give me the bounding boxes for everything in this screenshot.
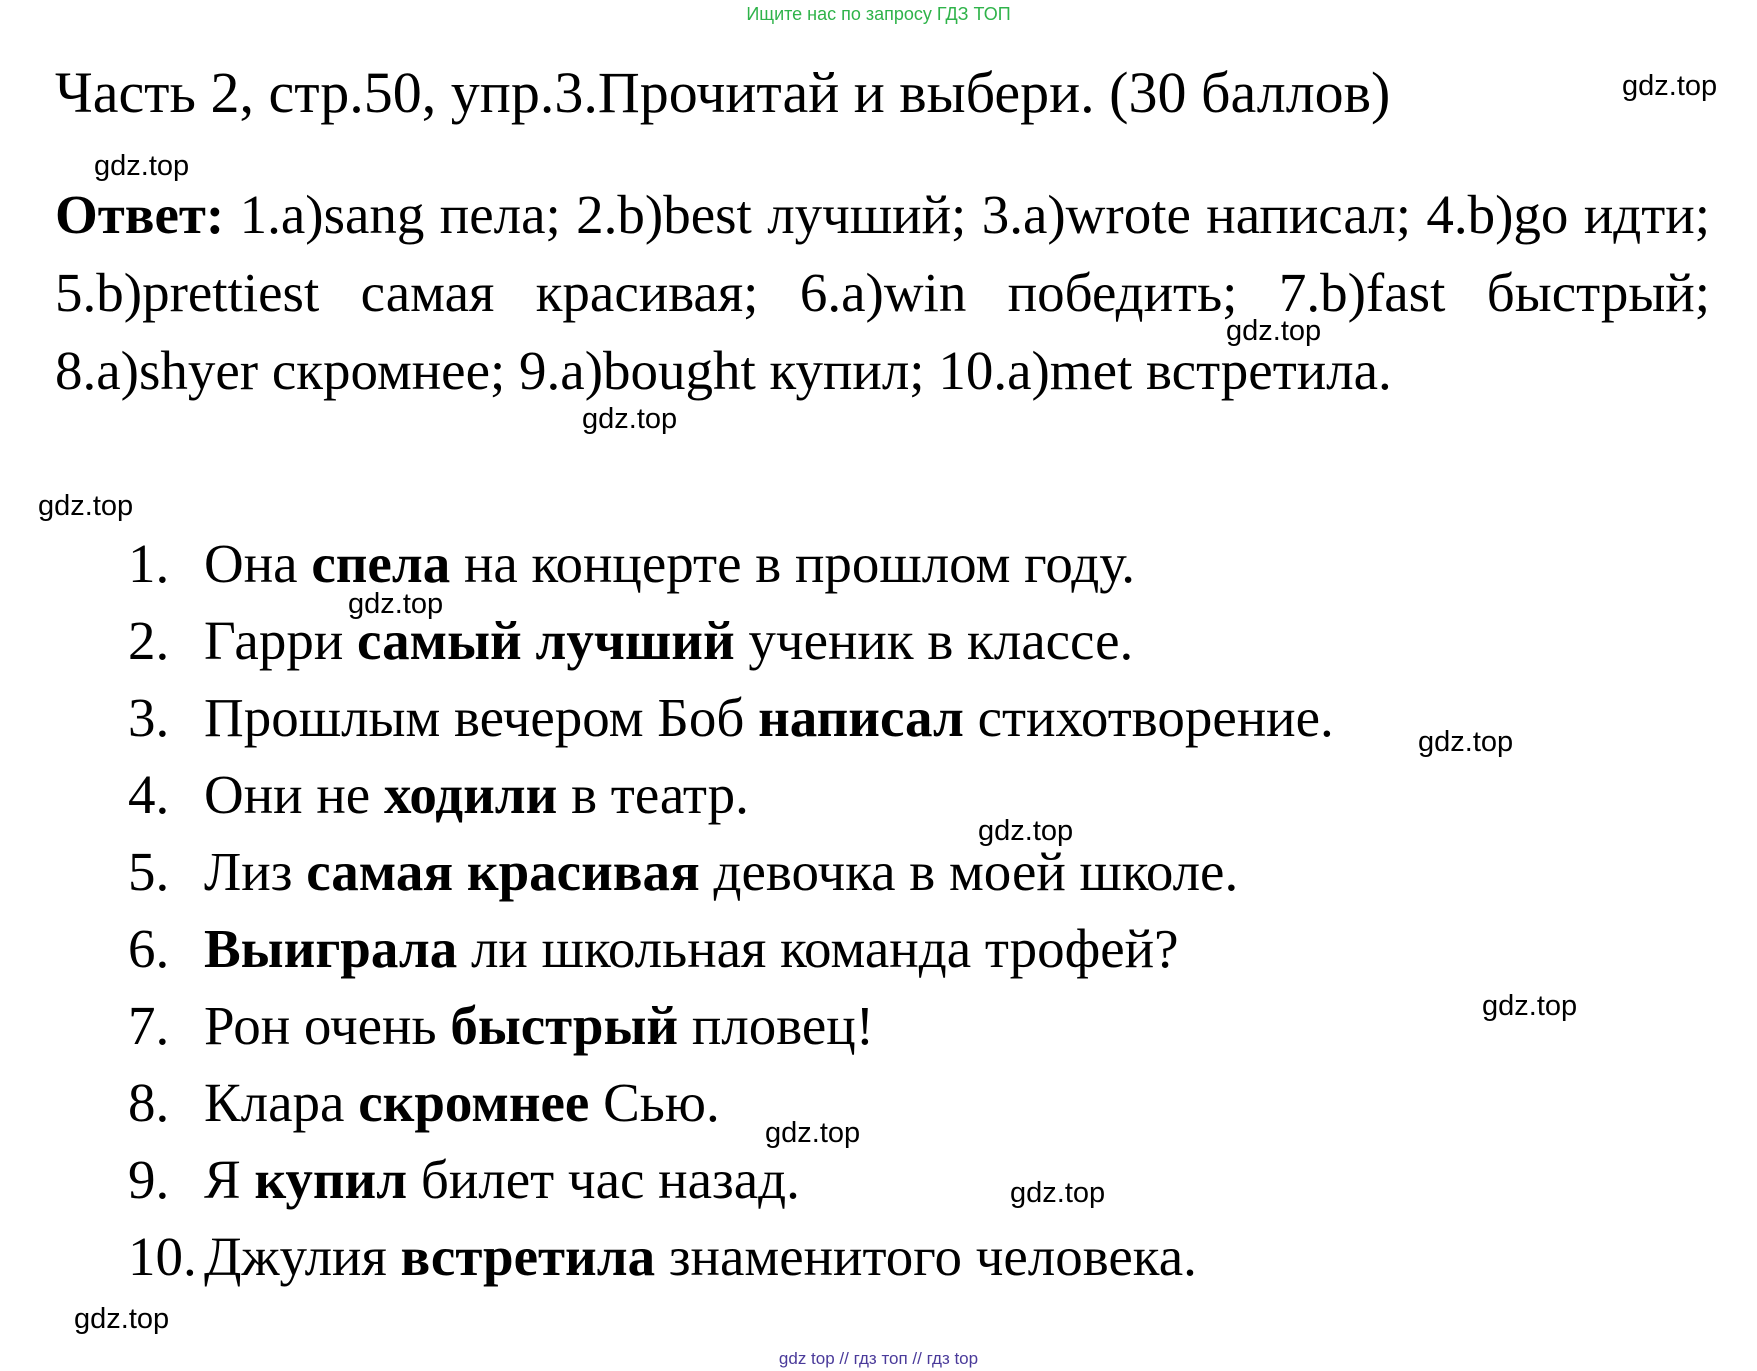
sentence-item [128,910,1334,987]
top-banner[interactable]: Ищите нас по запросу ГДЗ ТОП [746,4,1011,24]
sentence-text-after: в театр. [557,764,749,825]
answer-label: Ответ: [55,184,225,245]
answer-text: 1.a)sang пела; 2.b)best лучший; 3.a)wrote написал; 4.b)go идти; 5.b)prettiest самая красивая; 6.a)win победить; 7.b)fast быстрый; 8.a)shyer скромнее; 9.a)bought купил; 10.a)met встретила. [55,184,1710,401]
sentence-text-after: на концерте в прошлом году. [450,533,1136,594]
sentence-bold-answer: ходили [383,764,558,825]
sentence-text-after: ли школьная команда трофей? [457,918,1179,979]
sentence-text-before: Они не [204,764,384,825]
sentence-number: 1. [128,533,170,594]
sentence-text-before: Лиз [204,841,307,902]
sentence-number: 3. [128,687,170,748]
sentence-text-before: Клара [204,1072,359,1133]
watermark: gdz.top [1010,1177,1106,1209]
watermark: gdz.top [582,403,678,435]
sentence-list [128,525,1334,1295]
sentence-item [128,525,1334,602]
sentence-bold-answer: спела [311,533,451,594]
sentence-number: 6. [128,918,170,979]
sentence-text-after: билет час назад. [407,1149,800,1210]
sentence-item [128,987,1334,1064]
sentence-item [128,602,1334,679]
sentence-bold-answer: купил [254,1149,408,1210]
sentence-item [128,1064,1334,1141]
sentence-text-after: знаменитого человека. [655,1226,1197,1287]
answer-paragraph [55,176,1710,410]
watermark: gdz.top [765,1117,861,1149]
sentence-text-after: девочка в моей школе. [699,841,1239,902]
sentence-number: 2. [128,610,170,671]
sentence-text-before: Рон очень [204,995,451,1056]
sentence-number: 7. [128,995,170,1056]
sentence-text-after: пловец! [678,995,875,1056]
watermark: gdz.top [38,490,134,522]
sentence-item [128,1141,1334,1218]
sentence-bold-answer: самая красивая [306,841,700,902]
sentence-text-before: Гарри [204,610,358,671]
watermark: gdz.top [1482,990,1578,1022]
watermark: gdz.top [348,588,444,620]
watermark: gdz.top [94,150,190,182]
watermark: gdz.top [1418,726,1514,758]
sentence-text-before: Я [204,1149,255,1210]
sentence-bold-answer: встретила [400,1226,656,1287]
watermark: gdz.top [1226,315,1322,347]
sentence-number: 5. [128,841,170,902]
sentence-number: 8. [128,1072,170,1133]
sentence-text-after: Сью. [589,1072,720,1133]
sentence-text-after: ученик в классе. [734,610,1134,671]
exercise-heading: Часть 2, стр.50, упр.3.Прочитай и выбери. (30 баллов) [55,60,1391,125]
sentence-item [128,756,1334,833]
sentence-item [128,679,1334,756]
sentence-number: 9. [128,1149,170,1210]
watermark: gdz.top [1622,70,1718,102]
sentence-bold-answer: написал [758,687,964,748]
footer-links[interactable]: gdz top // гдз топ // гдз top [778,1349,979,1368]
sentence-number: 4. [128,764,170,825]
sentence-bold-answer: самый лучший [357,610,735,671]
sentence-item [128,833,1334,910]
sentence-number: 10. [128,1226,197,1287]
watermark: gdz.top [74,1303,170,1335]
sentence-bold-answer: скромнее [358,1072,590,1133]
sentence-text-before: Прошлым вечером Боб [204,687,759,748]
sentence-bold-answer: быстрый [450,995,679,1056]
sentence-item [128,1218,1334,1295]
sentence-bold-answer: Выиграла [204,918,458,979]
watermark: gdz.top [978,815,1074,847]
sentence-text-before: Она [204,533,312,594]
sentence-text-after: стихотворение. [963,687,1334,748]
sentence-text-before: Джулия [204,1226,401,1287]
